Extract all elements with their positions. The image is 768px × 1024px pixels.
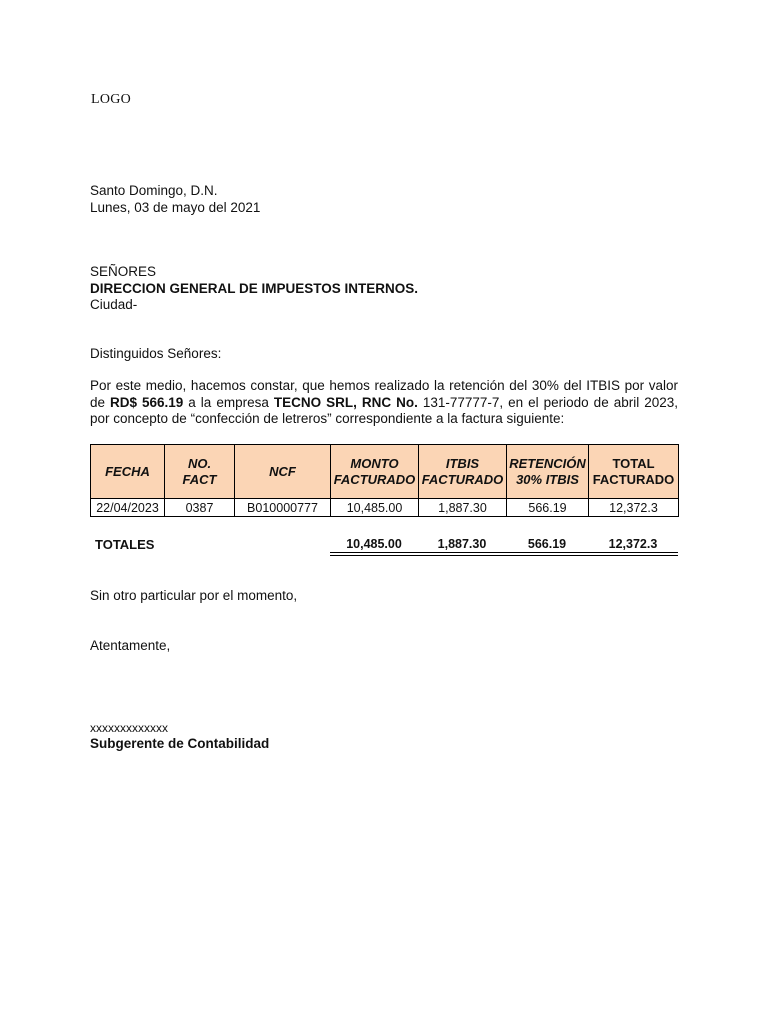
totals-double-underline (330, 555, 678, 556)
cell-total: 12,372.3 (589, 499, 679, 517)
date-line: Lunes, 03 de mayo del 2021 (90, 200, 261, 215)
body-text-2: a la empresa (183, 394, 274, 410)
cell-fecha: 22/04/2023 (91, 499, 165, 517)
recipient-organization: DIRECCION GENERAL DE IMPUESTOS INTERNOS. (90, 281, 419, 296)
header-total-facturado: TOTAL FACTURADO (589, 445, 679, 499)
table-header-row (91, 445, 679, 499)
totals-monto: 10,485.00 (346, 537, 402, 551)
cell-ncf: B010000777 (235, 499, 331, 517)
place-line: Santo Domingo, D.N. (90, 183, 218, 198)
header-fecha: FECHA (91, 445, 165, 499)
cell-itbis: 1,887.30 (419, 499, 507, 517)
header-no-fact: NO. FACT (165, 445, 235, 499)
totals-retencion: 566.19 (527, 537, 567, 551)
logo-placeholder: LOGO (91, 92, 132, 107)
invoice-table (90, 444, 679, 517)
totals-total: 12,372.3 (608, 537, 658, 551)
cell-retencion: 566.19 (507, 499, 589, 517)
header-monto-facturado: MONTO FACTURADO (331, 445, 419, 499)
recipient-salutation: SEÑORES (90, 264, 157, 279)
body-company: TECNO SRL, RNC No. (273, 394, 418, 410)
cell-monto: 10,485.00 (331, 499, 419, 517)
table-row (91, 499, 679, 517)
signer-title: Subgerente de Contabilidad (90, 736, 270, 751)
totals-underline (330, 552, 678, 553)
cell-no-fact: 0387 (165, 499, 235, 517)
header-itbis-facturado: ITBIS FACTURADO (419, 445, 507, 499)
totals-itbis: 1,887.30 (437, 537, 487, 551)
body-text-3: 131-77777-7, en el periodo de abril 2023, por concepto de “confección de letreros” correspondiente a la factura siguiente: (90, 394, 678, 426)
closing-line: Sin otro particular por el momento, (90, 588, 298, 603)
header-ncf: NCF (235, 445, 331, 499)
body-text-1: Por este medio, hacemos constar, que hemos realizado la retención del 30% del ITBIS por valor de (90, 378, 678, 410)
recipient-city: Ciudad- (90, 297, 138, 312)
body-amount: RD$ 566.19 (110, 394, 184, 410)
header-retencion: RETENCIÓN 30% ITBIS (507, 445, 589, 499)
signer-name: xxxxxxxxxxxxx (90, 721, 168, 735)
greeting: Distinguidos Señores: (90, 346, 222, 361)
totals-label: TOTALES (95, 537, 155, 552)
farewell-line: Atentamente, (90, 638, 171, 653)
body-paragraph (90, 378, 678, 428)
